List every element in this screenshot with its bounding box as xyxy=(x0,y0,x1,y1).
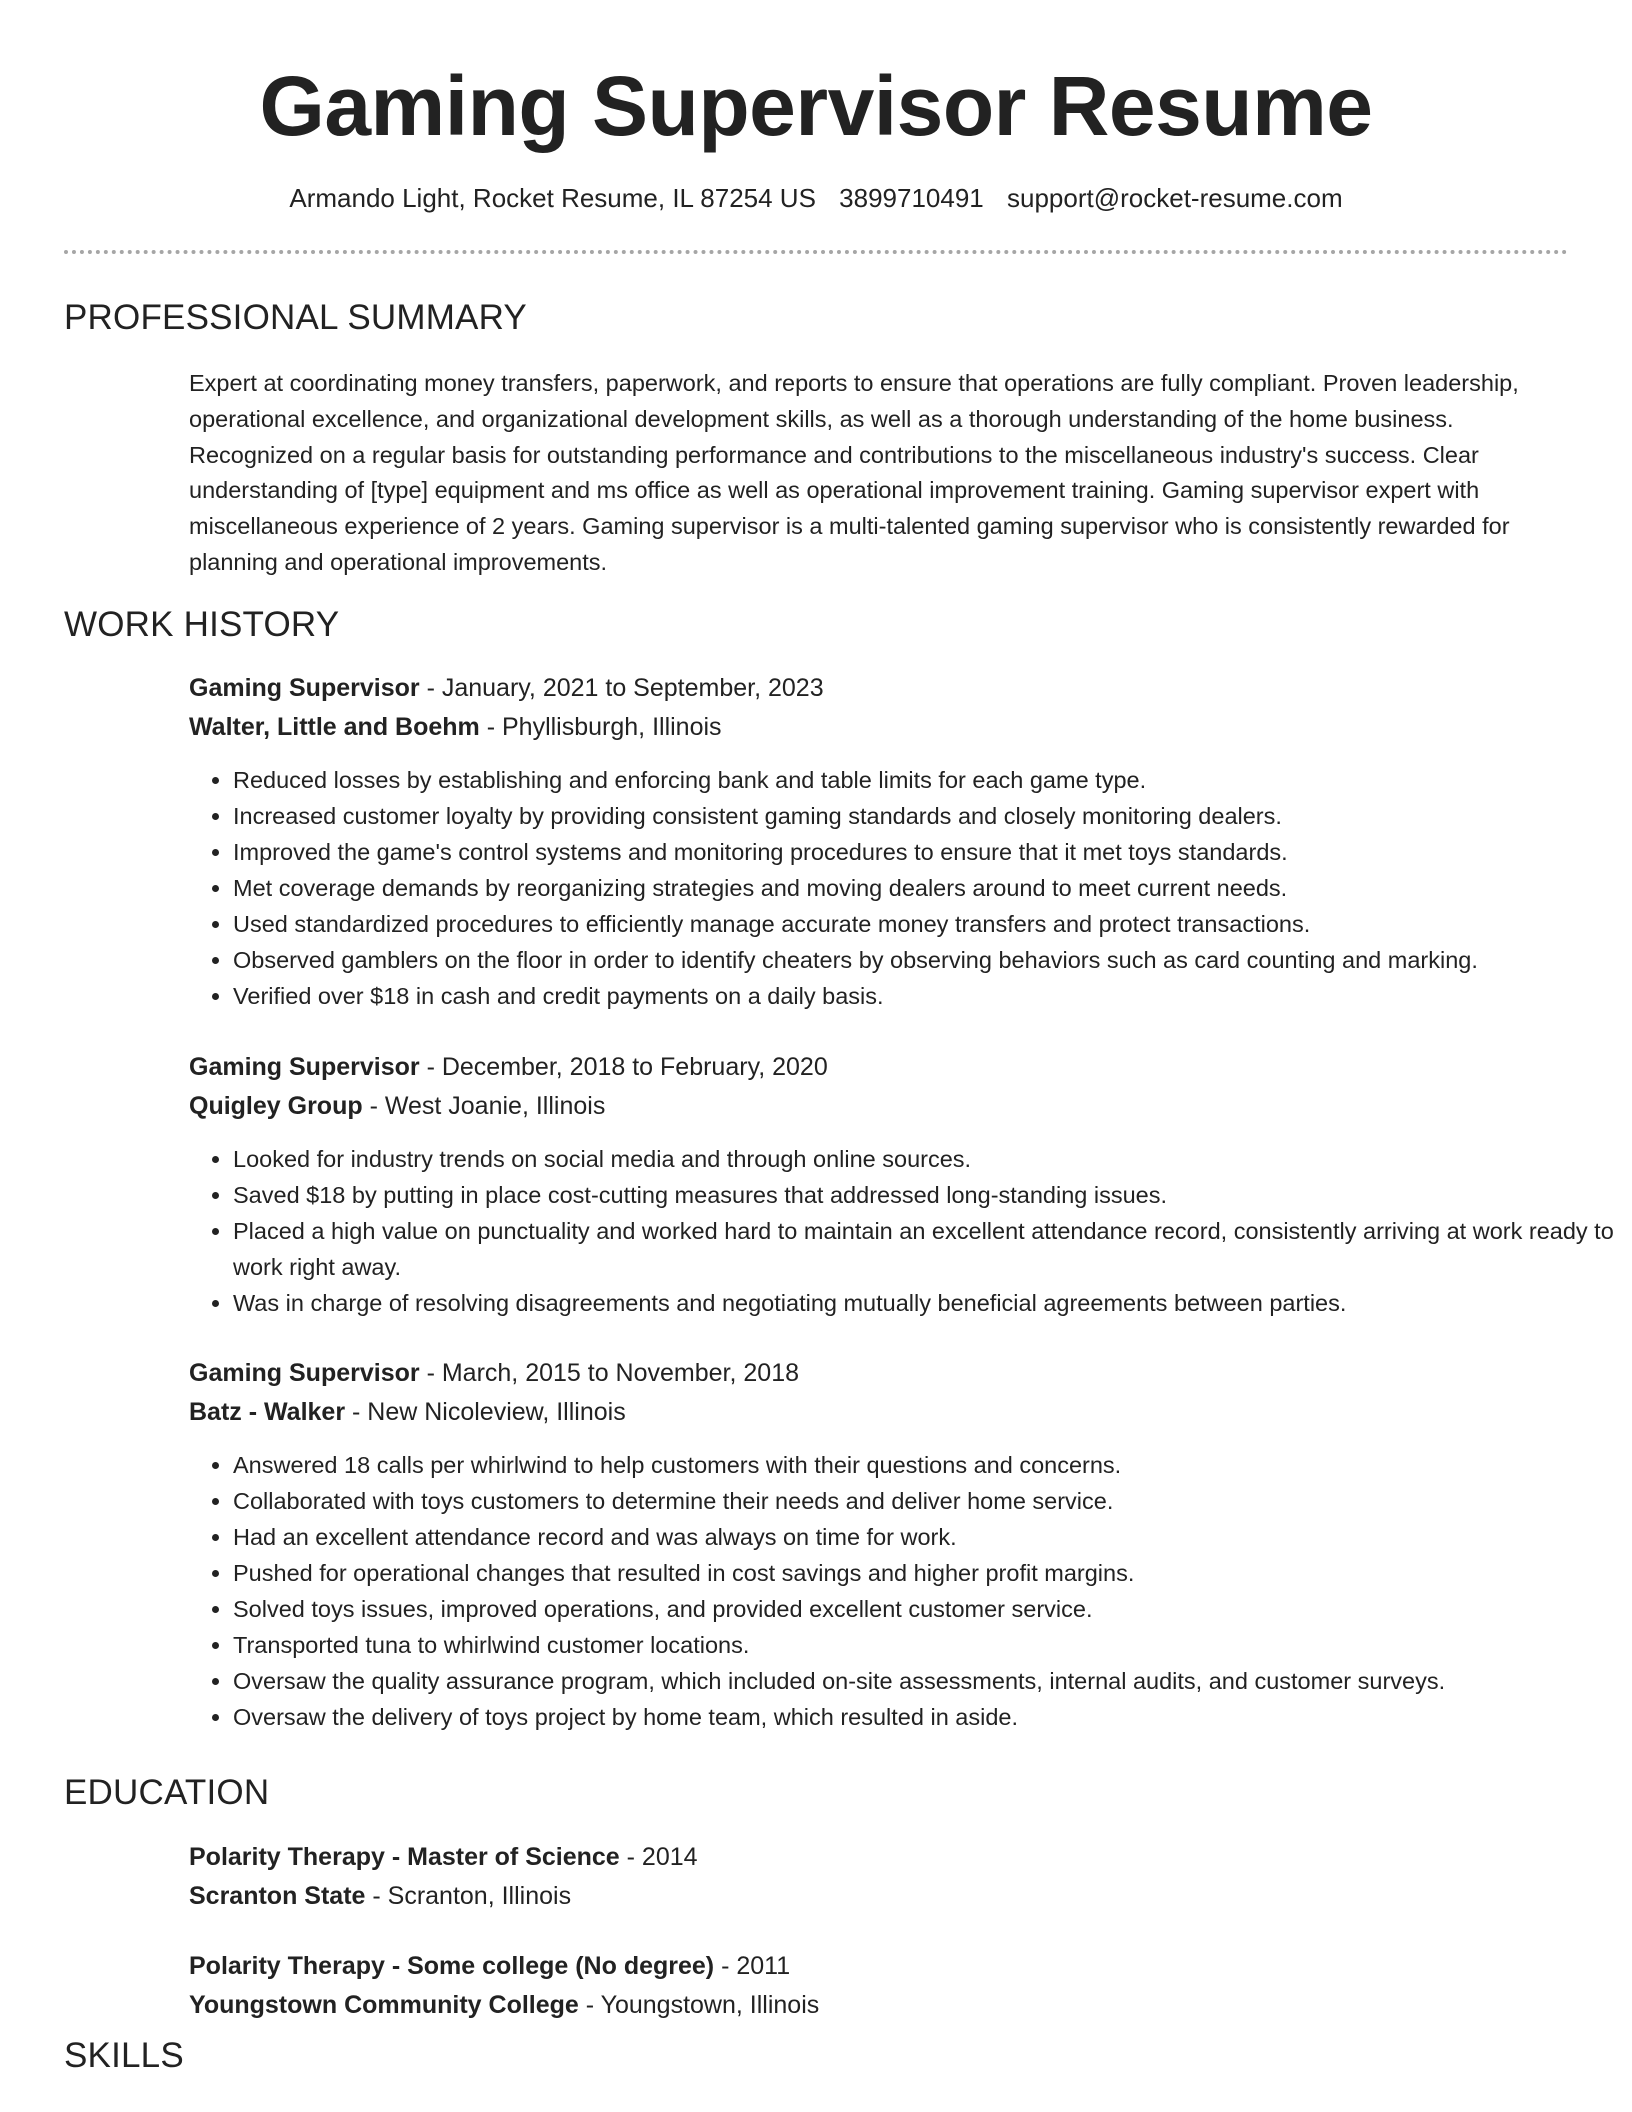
job-bullet: • Increased customer loyalty by providing consistent gaming standards and closely monitoring dealers. xyxy=(233,798,1623,834)
job-location: - Phyllisburgh, Illinois xyxy=(479,713,722,741)
job-bullet: • Oversaw the quality assurance program, which included on-site assessments, internal audits, and customer surveys. xyxy=(233,1663,1623,1699)
job-bullet: • Improved the game's control systems and monitoring procedures to ensure that it met toys standards. xyxy=(233,834,1623,870)
resume-title: Gaming Supervisor Resume xyxy=(259,59,1373,153)
education-school-line xyxy=(189,1986,1579,2025)
education-location: - Youngstown, Illinois xyxy=(578,1991,820,2019)
job-company-line xyxy=(189,1393,1579,1432)
contact-email: support@rocket-resume.com xyxy=(1007,183,1343,213)
job-bullet: • Collaborated with toys customers to determine their needs and deliver home service. xyxy=(233,1483,1623,1519)
education-degree-line xyxy=(189,1947,1579,1986)
job-entry xyxy=(189,669,1579,747)
job-title: Gaming Supervisor xyxy=(189,1359,420,1387)
job-location: - New Nicoleview, Illinois xyxy=(345,1398,626,1426)
education-school-line xyxy=(189,1877,1579,1916)
section-heading-education: EDUCATION xyxy=(64,1773,270,1812)
job-company: Walter, Little and Boehm xyxy=(189,713,480,741)
job-bullet: • Solved toys issues, improved operations, and provided excellent customer service. xyxy=(233,1591,1623,1627)
contact-address: Armando Light, Rocket Resume, IL 87254 US xyxy=(289,183,816,213)
summary-text: Expert at coordinating money transfers, paperwork, and reports to ensure that operations are fully compliant. Proven leadership, operational excellence, and organizational development skills, as well as a thorough understanding of the home business. Recognized on a regular basis for outstanding performance and contributions to the miscellaneous industry's success. Clear understanding of [type] equipment and ms office as well as operational improvement training. Gaming supervisor expert with miscellaneous experience of 2 years. Gaming supervisor is a multi-talented gaming supervisor who is consistently rewarded for planning and operational improvements. xyxy=(189,370,1519,575)
job-bullet: • Looked for industry trends on social media and through online sources. xyxy=(233,1141,1623,1177)
job-bullet-list xyxy=(189,762,1623,1014)
job-bullet: • Reduced losses by establishing and enforcing bank and table limits for each game type. xyxy=(233,762,1623,798)
job-bullet: • Placed a high value on punctuality and worked hard to maintain an excellent attendance record, consistently arriving at work ready to work right away. xyxy=(233,1213,1623,1285)
education-degree-line xyxy=(189,1838,1579,1877)
job-dates: - December, 2018 to February, 2020 xyxy=(419,1053,828,1081)
job-bullet: • Used standardized procedures to efficiently manage accurate money transfers and protect transactions. xyxy=(233,906,1623,942)
job-bullet: • Verified over $18 in cash and credit payments on a daily basis. xyxy=(233,978,1623,1014)
education-year: - 2014 xyxy=(619,1843,698,1871)
job-dates: - January, 2021 to September, 2023 xyxy=(419,674,824,702)
job-company: Quigley Group xyxy=(189,1092,363,1120)
job-bullet-list xyxy=(189,1141,1623,1321)
header-divider xyxy=(64,250,1568,254)
education-location: - Scranton, Illinois xyxy=(365,1882,572,1910)
job-entry xyxy=(189,1048,1579,1126)
job-dates: - March, 2015 to November, 2018 xyxy=(419,1359,799,1387)
contact-phone: 3899710491 xyxy=(839,183,984,213)
job-bullet: • Had an excellent attendance record and was always on time for work. xyxy=(233,1519,1623,1555)
education-entry xyxy=(189,1838,1579,1916)
job-entry xyxy=(189,1354,1579,1432)
job-title-line xyxy=(189,669,1579,708)
job-bullet: • Was in charge of resolving disagreements and negotiating mutually beneficial agreements between parties. xyxy=(233,1285,1623,1321)
job-bullet: • Pushed for operational changes that resulted in cost savings and higher profit margins. xyxy=(233,1555,1623,1591)
job-company-line xyxy=(189,1087,1579,1126)
section-heading-summary: PROFESSIONAL SUMMARY xyxy=(64,298,527,337)
section-heading-work-history: WORK HISTORY xyxy=(64,605,340,644)
education-degree: Polarity Therapy - Master of Science xyxy=(189,1843,620,1871)
education-school: Youngstown Community College xyxy=(189,1991,579,2019)
job-title-line xyxy=(189,1354,1579,1393)
section-heading-skills: SKILLS xyxy=(64,2036,184,2075)
education-year: - 2011 xyxy=(714,1952,791,1980)
contact-line xyxy=(0,180,1632,216)
job-company-line xyxy=(189,708,1579,747)
job-bullet: • Oversaw the delivery of toys project by home team, which resulted in aside. xyxy=(233,1699,1623,1735)
education-degree: Polarity Therapy - Some college (No degree) xyxy=(189,1952,715,1980)
education-entry xyxy=(189,1947,1579,2025)
job-bullet-list xyxy=(189,1447,1623,1735)
job-bullet: • Answered 18 calls per whirlwind to help customers with their questions and concerns. xyxy=(233,1447,1623,1483)
job-location: - West Joanie, Illinois xyxy=(362,1092,606,1120)
job-bullet: • Transported tuna to whirlwind customer locations. xyxy=(233,1627,1623,1663)
job-title: Gaming Supervisor xyxy=(189,674,420,702)
job-title-line xyxy=(189,1048,1579,1087)
job-title: Gaming Supervisor xyxy=(189,1053,420,1081)
job-bullet: • Met coverage demands by reorganizing strategies and moving dealers around to meet current needs. xyxy=(233,870,1623,906)
job-bullet: • Observed gamblers on the floor in order to identify cheaters by observing behaviors such as card counting and marking. xyxy=(233,942,1623,978)
job-bullet: • Saved $18 by putting in place cost-cutting measures that addressed long-standing issues. xyxy=(233,1177,1623,1213)
job-company: Batz - Walker xyxy=(189,1398,346,1426)
education-school: Scranton State xyxy=(189,1882,366,1910)
